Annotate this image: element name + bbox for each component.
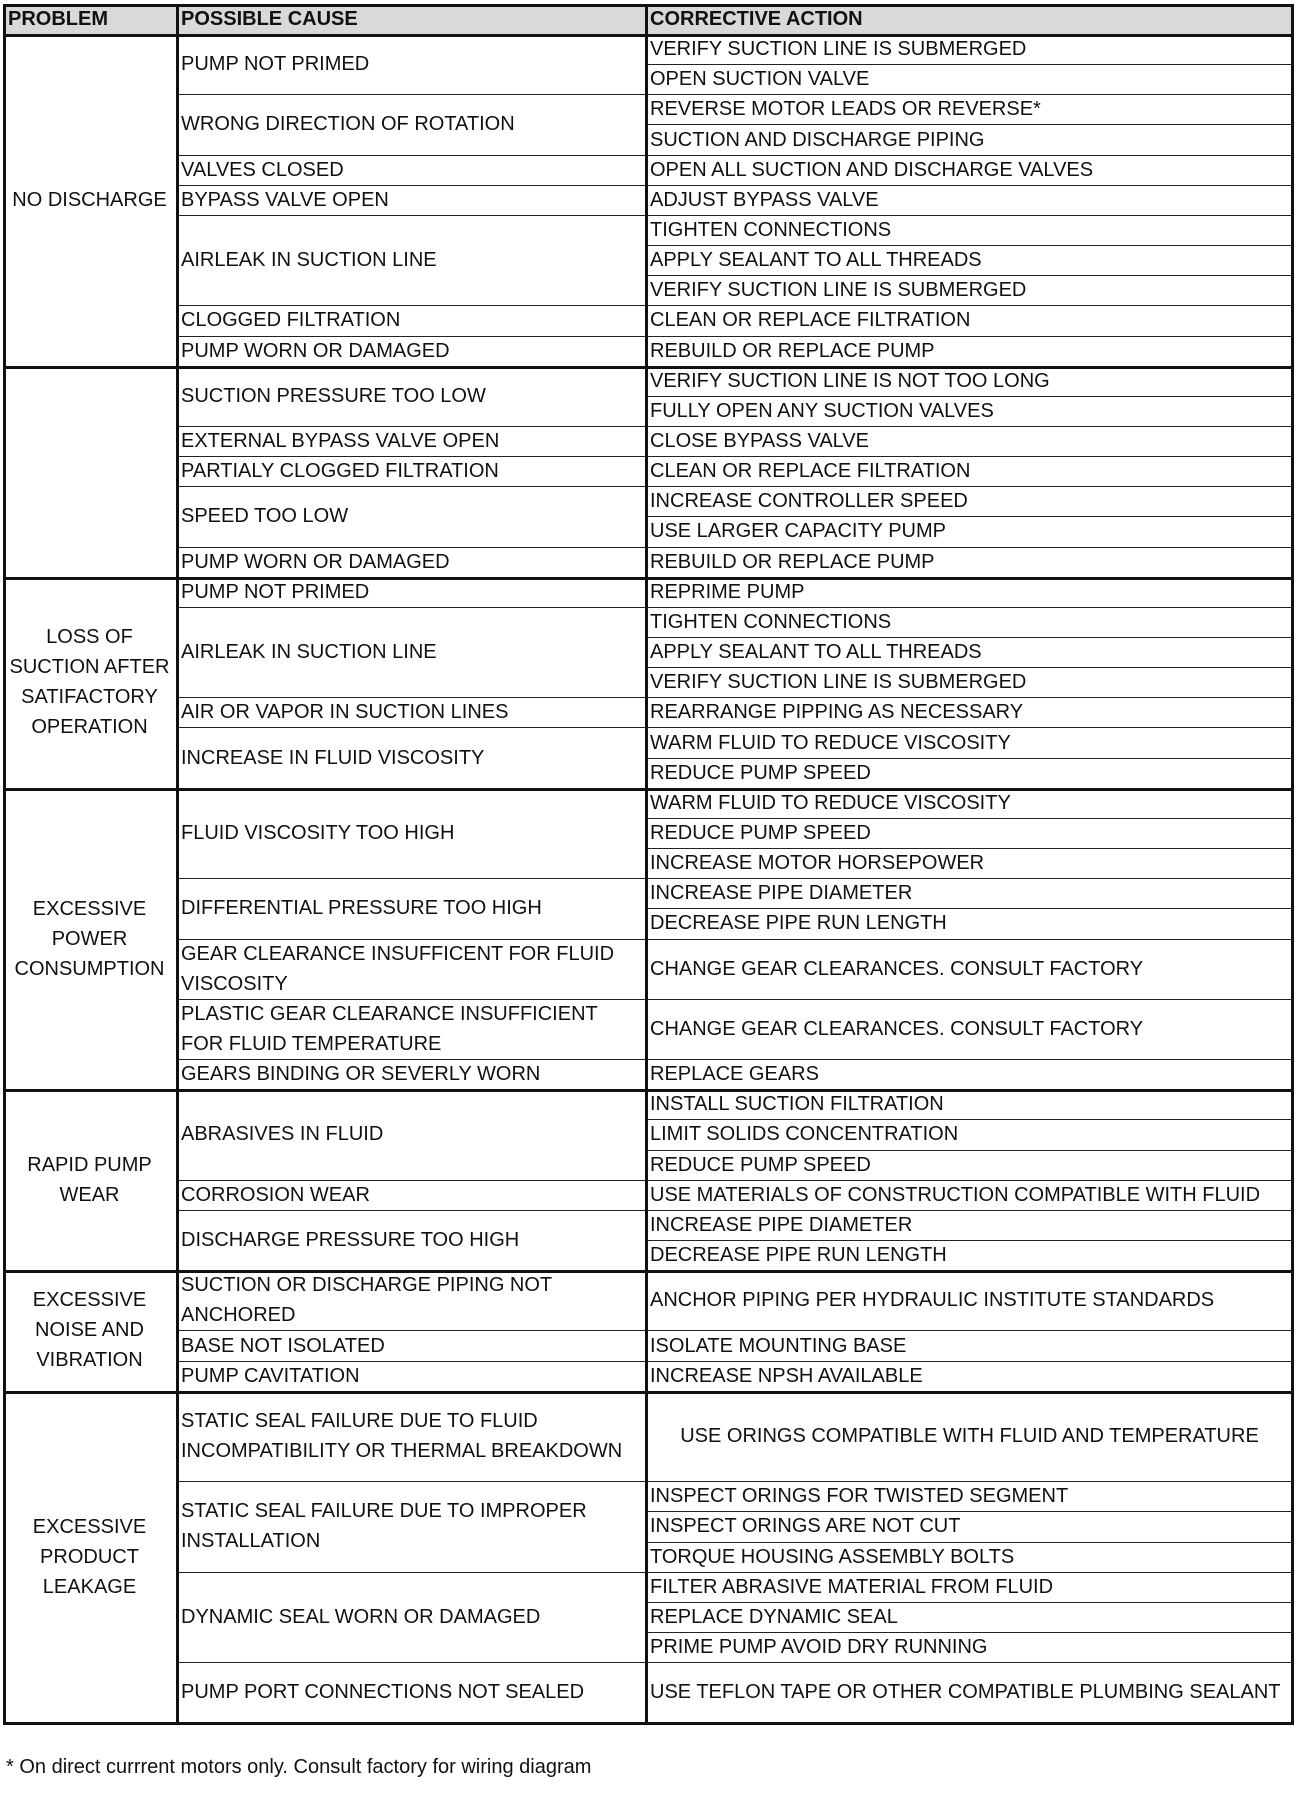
group-divider — [3, 1722, 1294, 1725]
corrective-action-cell: VERIFY SUCTION LINE IS SUBMERGED — [650, 671, 1027, 694]
possible-cause-cell: PLASTIC GEAR CLEARANCE INSUFFICIENT FOR FLUID TEMPERATURE — [181, 1002, 598, 1055]
corrective-action-cell: REDUCE PUMP SPEED — [650, 821, 871, 844]
corrective-action-cell: INSTALL SUCTION FILTRATION — [650, 1093, 944, 1116]
corrective-action-cell: FULLY OPEN ANY SUCTION VALVES — [650, 399, 994, 422]
action-divider — [645, 396, 1294, 397]
corrective-action-cell: CHANGE GEAR CLEARANCES. CONSULT FACTORY — [650, 957, 1144, 980]
corrective-action-cell: TIGHTEN CONNECTIONS — [650, 218, 892, 241]
possible-cause-cell: DIFFERENTIAL PRESSURE TOO HIGH — [181, 897, 542, 920]
action-divider — [645, 275, 1294, 276]
corrective-action-cell: ANCHOR PIPING PER HYDRAULIC INSTITUTE STANDARDS — [650, 1289, 1215, 1312]
action-divider — [645, 818, 1294, 819]
possible-cause-cell: PUMP WORN OR DAMAGED — [181, 550, 450, 573]
column-divider — [645, 4, 648, 1723]
corrective-action-cell: CHANGE GEAR CLEARANCES. CONSULT FACTORY — [650, 1017, 1144, 1040]
corrective-action-cell: INCREASE PIPE DIAMETER — [650, 1213, 913, 1236]
action-divider — [645, 667, 1294, 668]
possible-cause-cell: GEARS BINDING OR SEVERLY WORN — [181, 1063, 541, 1086]
problem-cell — [3, 366, 176, 577]
action-divider — [645, 245, 1294, 246]
action-divider — [645, 124, 1294, 125]
corrective-action-cell: INSPECT ORINGS ARE NOT CUT — [650, 1515, 961, 1538]
corrective-action-cell: REBUILD OR REPLACE PUMP — [650, 550, 935, 573]
possible-cause-cell: ABRASIVES IN FLUID — [181, 1123, 384, 1146]
action-divider — [645, 1150, 1294, 1151]
corrective-action-cell: USE LARGER CAPACITY PUMP — [650, 520, 946, 543]
possible-cause-cell: CLOGGED FILTRATION — [181, 309, 401, 332]
possible-cause-cell: PUMP NOT PRIMED — [181, 580, 370, 603]
action-divider — [645, 1511, 1294, 1512]
possible-cause-cell: AIRLEAK IN SUCTION LINE — [181, 249, 437, 272]
column-divider — [176, 4, 179, 1723]
corrective-action-cell: TORQUE HOUSING ASSEMBLY BOLTS — [650, 1545, 1015, 1568]
corrective-action-cell: VERIFY SUCTION LINE IS SUBMERGED — [650, 38, 1027, 61]
possible-cause-cell: CORROSION WEAR — [181, 1183, 370, 1206]
possible-cause-cell: DISCHARGE PRESSURE TOO HIGH — [181, 1228, 520, 1251]
action-divider — [645, 1632, 1294, 1633]
corrective-action-cell: REVERSE MOTOR LEADS OR REVERSE* — [650, 98, 1041, 121]
corrective-action-cell: LIMIT SOLIDS CONCENTRATION — [650, 1123, 959, 1146]
table-top-border — [3, 4, 1294, 7]
footnote: * On direct currrent motors only. Consult factory for wiring diagram — [6, 1756, 592, 1778]
corrective-action-cell: TIGHTEN CONNECTIONS — [650, 610, 892, 633]
corrective-action-cell: REDUCE PUMP SPEED — [650, 1153, 871, 1176]
troubleshooting-table — [3, 4, 1294, 1721]
possible-cause-cell: PARTIALY CLOGGED FILTRATION — [181, 460, 499, 483]
corrective-action-cell: REPLACE DYNAMIC SEAL — [650, 1605, 898, 1628]
action-divider — [645, 1240, 1294, 1241]
problem-cell: NO DISCHARGE — [12, 188, 167, 211]
possible-cause-cell: SUCTION PRESSURE TOO LOW — [181, 384, 486, 407]
header-corrective-action: CORRECTIVE ACTION — [645, 4, 1294, 34]
corrective-action-cell: USE ORINGS COMPATIBLE WITH FLUID AND TEMPERATURE — [680, 1424, 1259, 1447]
possible-cause-cell: GEAR CLEARANCE INSUFFICENT FOR FLUID VISCOSITY — [181, 942, 615, 995]
header-problem: PROBLEM — [3, 4, 176, 34]
possible-cause-cell: SUCTION OR DISCHARGE PIPING NOT ANCHORED — [181, 1274, 552, 1327]
possible-cause-cell: PUMP WORN OR DAMAGED — [181, 339, 450, 362]
action-divider — [645, 64, 1294, 65]
corrective-action-cell: OPEN ALL SUCTION AND DISCHARGE VALVES — [650, 158, 1094, 181]
possible-cause-cell: DYNAMIC SEAL WORN OR DAMAGED — [181, 1605, 541, 1628]
possible-cause-cell: AIR OR VAPOR IN SUCTION LINES — [181, 701, 509, 724]
action-divider — [645, 1119, 1294, 1120]
corrective-action-cell: PRIME PUMP AVOID DRY RUNNING — [650, 1636, 988, 1658]
possible-cause-cell: INCREASE IN FLUID VISCOSITY — [181, 746, 485, 769]
possible-cause-cell: BASE NOT ISOLATED — [181, 1334, 385, 1357]
corrective-action-cell: REPRIME PUMP — [650, 580, 805, 603]
corrective-action-cell: VERIFY SUCTION LINE IS SUBMERGED — [650, 279, 1027, 302]
corrective-action-cell: ADJUST BYPASS VALVE — [650, 188, 879, 211]
problem-cell: EXCESSIVE POWER CONSUMPTION — [14, 897, 165, 980]
problem-cell: RAPID PUMP WEAR — [27, 1153, 152, 1206]
possible-cause-cell: SPEED TOO LOW — [181, 505, 349, 528]
action-divider — [645, 516, 1294, 517]
possible-cause-cell: PUMP NOT PRIMED — [181, 53, 370, 76]
corrective-action-cell: SUCTION AND DISCHARGE PIPING — [650, 128, 985, 151]
action-divider — [645, 637, 1294, 638]
corrective-action-cell: WARM FLUID TO REDUCE VISCOSITY — [650, 791, 1011, 814]
corrective-action-cell: CLEAN OR REPLACE FILTRATION — [650, 309, 971, 332]
possible-cause-cell: VALVES CLOSED — [181, 158, 344, 181]
header-divider — [3, 34, 1294, 37]
corrective-action-cell: OPEN SUCTION VALVE — [650, 68, 870, 91]
possible-cause-cell: PUMP PORT CONNECTIONS NOT SEALED — [181, 1681, 585, 1704]
corrective-action-cell: INSPECT ORINGS FOR TWISTED SEGMENT — [650, 1485, 1069, 1508]
possible-cause-cell: AIRLEAK IN SUCTION LINE — [181, 641, 437, 664]
problem-cell: EXCESSIVE NOISE AND VIBRATION — [32, 1289, 147, 1372]
corrective-action-cell: INCREASE NPSH AVAILABLE — [650, 1364, 923, 1387]
corrective-action-cell: USE TEFLON TAPE OR OTHER COMPATIBLE PLUMBING SEALANT — [650, 1681, 1281, 1704]
table-left-border — [3, 4, 6, 1723]
possible-cause-cell: STATIC SEAL FAILURE DUE TO IMPROPER INSTALLATION — [181, 1500, 587, 1553]
corrective-action-cell: INCREASE PIPE DIAMETER — [650, 882, 913, 905]
corrective-action-cell: REDUCE PUMP SPEED — [650, 761, 871, 784]
corrective-action-cell: ISOLATE MOUNTING BASE — [650, 1334, 907, 1357]
possible-cause-cell: FLUID VISCOSITY TOO HIGH — [181, 821, 455, 844]
table-right-border — [1291, 4, 1294, 1723]
corrective-action-cell: FILTER ABRASIVE MATERIAL FROM FLUID — [650, 1575, 1054, 1598]
possible-cause-cell: WRONG DIRECTION OF ROTATION — [181, 113, 515, 136]
action-divider — [645, 758, 1294, 759]
corrective-action-cell: WARM FLUID TO REDUCE VISCOSITY — [650, 731, 1011, 754]
action-divider — [645, 1542, 1294, 1543]
corrective-action-cell: INCREASE MOTOR HORSEPOWER — [650, 852, 985, 875]
corrective-action-cell: APPLY SEALANT TO ALL THREADS — [650, 641, 982, 664]
action-divider — [645, 848, 1294, 849]
corrective-action-cell: DECREASE PIPE RUN LENGTH — [650, 1244, 947, 1267]
header-possible-cause: POSSIBLE CAUSE — [176, 4, 645, 34]
corrective-action-cell: CLEAN OR REPLACE FILTRATION — [650, 460, 971, 483]
corrective-action-cell: REPLACE GEARS — [650, 1063, 819, 1086]
possible-cause-cell: STATIC SEAL FAILURE DUE TO FLUID INCOMPATIBILITY OR THERMAL BREAKDOWN — [181, 1409, 623, 1462]
corrective-action-cell: INCREASE CONTROLLER SPEED — [650, 490, 968, 513]
action-divider — [645, 908, 1294, 909]
corrective-action-cell: REBUILD OR REPLACE PUMP — [650, 339, 935, 362]
corrective-action-cell: VERIFY SUCTION LINE IS NOT TOO LONG — [650, 369, 1050, 392]
corrective-action-cell: USE MATERIALS OF CONSTRUCTION COMPATIBLE WITH FLUID — [650, 1183, 1261, 1206]
action-divider — [645, 1602, 1294, 1603]
possible-cause-cell: PUMP CAVITATION — [181, 1364, 360, 1387]
possible-cause-cell: BYPASS VALVE OPEN — [181, 188, 389, 211]
problem-cell: EXCESSIVE PRODUCT LEAKAGE — [32, 1515, 147, 1598]
corrective-action-cell: CLOSE BYPASS VALVE — [650, 430, 869, 452]
corrective-action-cell: DECREASE PIPE RUN LENGTH — [650, 912, 947, 935]
problem-cell: LOSS OF SUCTION AFTER SATIFACTORY OPERATION — [9, 626, 170, 739]
corrective-action-cell: APPLY SEALANT TO ALL THREADS — [650, 249, 982, 272]
corrective-action-cell: REARRANGE PIPPING AS NECESSARY — [650, 701, 1024, 724]
possible-cause-cell: EXTERNAL BYPASS VALVE OPEN — [181, 430, 500, 452]
